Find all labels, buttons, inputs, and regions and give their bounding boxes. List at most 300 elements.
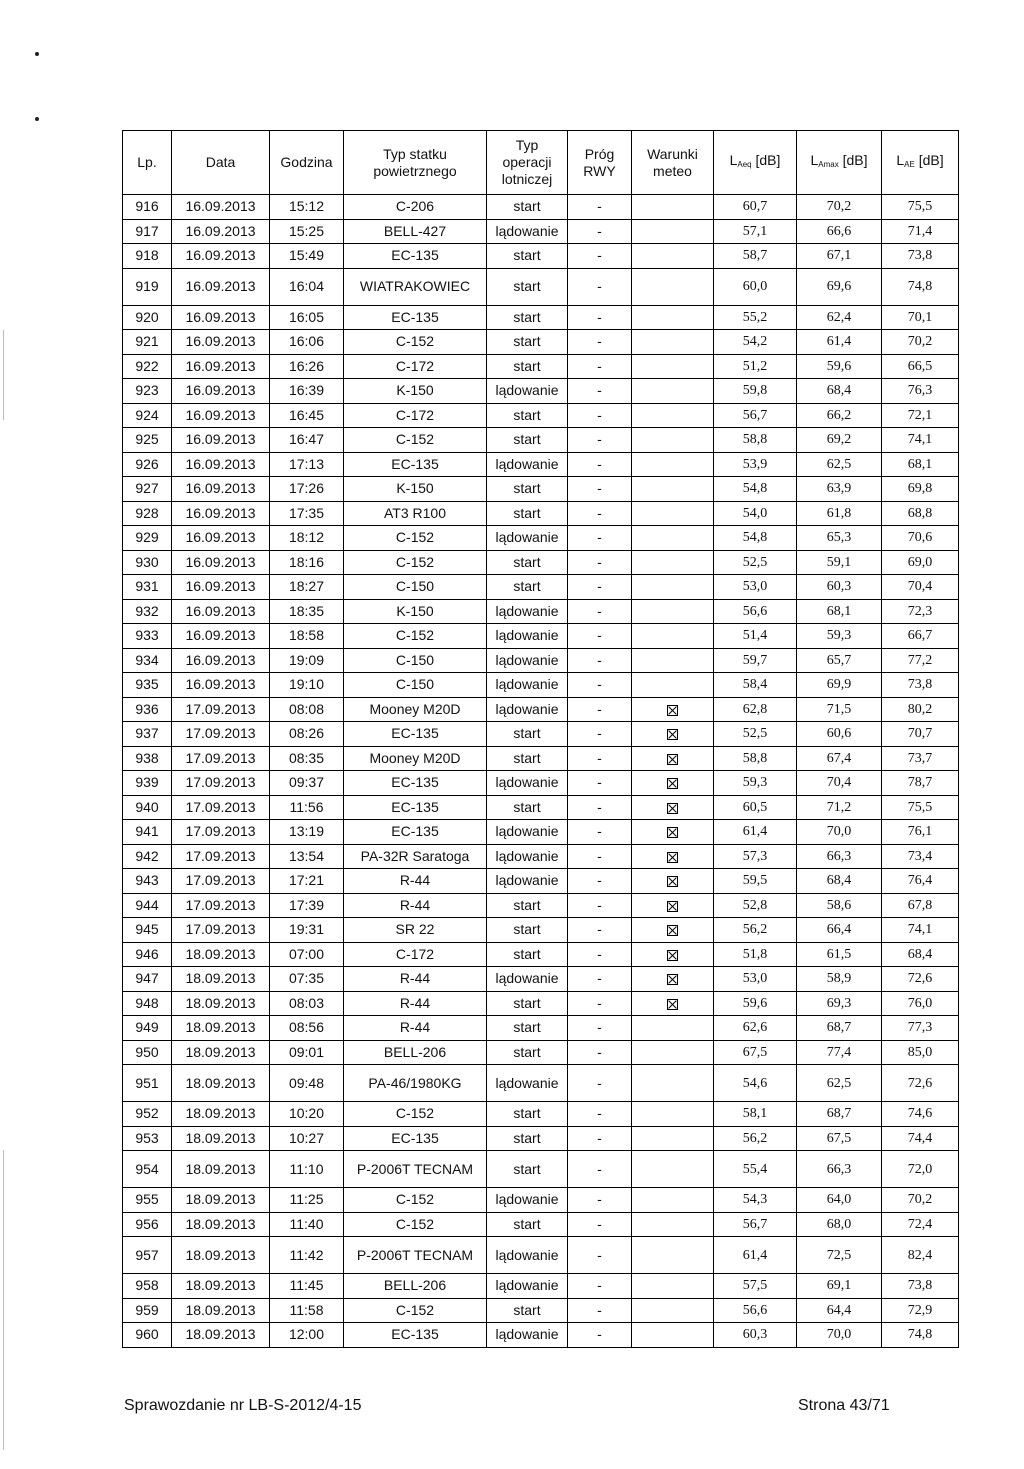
cell-laeq: 53,9: [714, 452, 797, 477]
cell-threshold: -: [568, 219, 632, 244]
table-row: [123, 330, 959, 355]
cell-date: 18.09.2013: [172, 1274, 270, 1299]
cell-time: 11:45: [270, 1274, 344, 1299]
checkbox-x-icon: [667, 827, 678, 838]
cell-threshold: -: [568, 893, 632, 918]
cell-operation: lądowanie: [487, 967, 568, 992]
cell-lae: 74,8: [882, 1323, 959, 1348]
cell-meteo: [632, 1065, 714, 1102]
checkbox-x-icon: [667, 778, 678, 789]
cell-aircraft: EC-135: [344, 1126, 487, 1151]
cell-time: 18:27: [270, 575, 344, 600]
table-row: [123, 195, 959, 220]
cell-meteo: [632, 673, 714, 698]
cell-threshold: -: [568, 1323, 632, 1348]
cell-laeq: 54,3: [714, 1188, 797, 1213]
cell-lp: 943: [123, 869, 172, 894]
table-row: [123, 452, 959, 477]
checkbox-x-icon: [667, 803, 678, 814]
table-row: [123, 1016, 959, 1041]
cell-meteo: [632, 1016, 714, 1041]
cell-aircraft: PA-32R Saratoga: [344, 844, 487, 869]
cell-time: 19:10: [270, 673, 344, 698]
table-row: [123, 1126, 959, 1151]
cell-aircraft: C-150: [344, 673, 487, 698]
cell-lae: 72,6: [882, 967, 959, 992]
cell-time: 15:49: [270, 244, 344, 269]
table-row: [123, 1188, 959, 1213]
cell-meteo: [632, 330, 714, 355]
cell-lp: 928: [123, 501, 172, 526]
cell-meteo: [632, 1102, 714, 1127]
cell-lae: 85,0: [882, 1040, 959, 1065]
cell-operation: start: [487, 305, 568, 330]
cell-threshold: -: [568, 428, 632, 453]
cell-threshold: -: [568, 550, 632, 575]
cell-date: 17.09.2013: [172, 795, 270, 820]
table-row: [123, 1065, 959, 1102]
table-row: [123, 1274, 959, 1299]
cell-aircraft: R-44: [344, 869, 487, 894]
header-godzina: Godzina: [270, 131, 344, 195]
cell-date: 18.09.2013: [172, 1102, 270, 1127]
cell-lamax: 61,5: [797, 942, 882, 967]
cell-lp: 942: [123, 844, 172, 869]
cell-threshold: -: [568, 452, 632, 477]
cell-lp: 958: [123, 1274, 172, 1299]
cell-laeq: 53,0: [714, 575, 797, 600]
cell-lp: 924: [123, 403, 172, 428]
cell-lamax: 58,6: [797, 893, 882, 918]
table-row: [123, 354, 959, 379]
cell-date: 16.09.2013: [172, 550, 270, 575]
cell-operation: lądowanie: [487, 452, 568, 477]
cell-date: 16.09.2013: [172, 526, 270, 551]
table-row: [123, 942, 959, 967]
cell-date: 18.09.2013: [172, 991, 270, 1016]
cell-threshold: -: [568, 268, 632, 305]
margin-line: [3, 330, 4, 420]
table-row: [123, 648, 959, 673]
cell-operation: lądowanie: [487, 844, 568, 869]
cell-laeq: 56,6: [714, 1298, 797, 1323]
cell-lp: 937: [123, 722, 172, 747]
cell-aircraft: C-152: [344, 624, 487, 649]
cell-operation: start: [487, 1298, 568, 1323]
cell-lamax: 68,0: [797, 1212, 882, 1237]
cell-time: 07:35: [270, 967, 344, 992]
cell-threshold: -: [568, 624, 632, 649]
cell-lp: 959: [123, 1298, 172, 1323]
cell-lp: 931: [123, 575, 172, 600]
cell-threshold: -: [568, 869, 632, 894]
cell-time: 11:56: [270, 795, 344, 820]
cell-time: 17:13: [270, 452, 344, 477]
cell-laeq: 59,7: [714, 648, 797, 673]
cell-aircraft: R-44: [344, 893, 487, 918]
cell-aircraft: PA-46/1980KG: [344, 1065, 487, 1102]
header-data: Data: [172, 131, 270, 195]
cell-meteo: [632, 991, 714, 1016]
cell-time: 12:00: [270, 1323, 344, 1348]
cell-meteo: [632, 1126, 714, 1151]
cell-lae: 73,7: [882, 746, 959, 771]
cell-time: 16:26: [270, 354, 344, 379]
cell-meteo: [632, 1274, 714, 1299]
cell-threshold: -: [568, 722, 632, 747]
table-row: [123, 526, 959, 551]
cell-lamax: 60,6: [797, 722, 882, 747]
cell-lp: 918: [123, 244, 172, 269]
checkbox-x-icon: [667, 901, 678, 912]
cell-lamax: 67,5: [797, 1126, 882, 1151]
cell-operation: start: [487, 746, 568, 771]
cell-operation: lądowanie: [487, 820, 568, 845]
cell-lamax: 62,5: [797, 1065, 882, 1102]
cell-laeq: 56,6: [714, 599, 797, 624]
cell-lamax: 69,3: [797, 991, 882, 1016]
cell-threshold: -: [568, 746, 632, 771]
cell-laeq: 58,8: [714, 746, 797, 771]
cell-lamax: 70,0: [797, 1323, 882, 1348]
cell-aircraft: C-206: [344, 195, 487, 220]
cell-aircraft: P-2006T TECNAM: [344, 1237, 487, 1274]
checkbox-x-icon: [667, 876, 678, 887]
cell-date: 18.09.2013: [172, 1237, 270, 1274]
margin-dot: [35, 52, 39, 56]
table-row: [123, 575, 959, 600]
cell-date: 16.09.2013: [172, 673, 270, 698]
table-row: [123, 869, 959, 894]
cell-lamax: 70,0: [797, 820, 882, 845]
cell-lp: 934: [123, 648, 172, 673]
cell-date: 16.09.2013: [172, 195, 270, 220]
cell-time: 16:05: [270, 305, 344, 330]
cell-operation: start: [487, 1040, 568, 1065]
checkbox-x-icon: [667, 754, 678, 765]
cell-laeq: 59,6: [714, 991, 797, 1016]
cell-lp: 949: [123, 1016, 172, 1041]
cell-laeq: 56,7: [714, 403, 797, 428]
cell-aircraft: K-150: [344, 477, 487, 502]
cell-lae: 70,4: [882, 575, 959, 600]
cell-time: 08:08: [270, 697, 344, 722]
cell-meteo: [632, 648, 714, 673]
cell-aircraft: C-152: [344, 428, 487, 453]
report-number: Sprawozdanie nr LB-S-2012/4-15: [124, 1397, 362, 1414]
cell-lae: 82,4: [882, 1237, 959, 1274]
table-row: [123, 844, 959, 869]
cell-lamax: 67,4: [797, 746, 882, 771]
cell-date: 16.09.2013: [172, 403, 270, 428]
cell-operation: start: [487, 575, 568, 600]
cell-meteo: [632, 697, 714, 722]
cell-operation: lądowanie: [487, 379, 568, 404]
cell-operation: lądowanie: [487, 1237, 568, 1274]
cell-operation: start: [487, 330, 568, 355]
cell-lp: 953: [123, 1126, 172, 1151]
cell-meteo: [632, 379, 714, 404]
cell-threshold: -: [568, 330, 632, 355]
cell-meteo: [632, 477, 714, 502]
cell-threshold: -: [568, 1065, 632, 1102]
cell-lp: 952: [123, 1102, 172, 1127]
header-lamax: $L_{Amax}$ [dB]: [797, 131, 882, 195]
cell-lae: 67,8: [882, 893, 959, 918]
cell-lamax: 68,4: [797, 869, 882, 894]
cell-laeq: 58,4: [714, 673, 797, 698]
cell-lamax: 59,1: [797, 550, 882, 575]
cell-lae: 76,3: [882, 379, 959, 404]
cell-operation: start: [487, 1102, 568, 1127]
cell-aircraft: R-44: [344, 1016, 487, 1041]
cell-time: 17:39: [270, 893, 344, 918]
cell-date: 17.09.2013: [172, 746, 270, 771]
cell-operation: start: [487, 795, 568, 820]
cell-lp: 922: [123, 354, 172, 379]
cell-lp: 935: [123, 673, 172, 698]
cell-operation: start: [487, 991, 568, 1016]
cell-meteo: [632, 354, 714, 379]
cell-lp: 957: [123, 1237, 172, 1274]
cell-laeq: 59,5: [714, 869, 797, 894]
cell-meteo: [632, 1237, 714, 1274]
cell-lp: 919: [123, 268, 172, 305]
cell-threshold: -: [568, 575, 632, 600]
cell-date: 18.09.2013: [172, 1040, 270, 1065]
header-prog: Próg RWY: [568, 131, 632, 195]
cell-lae: 76,0: [882, 991, 959, 1016]
cell-operation: lądowanie: [487, 526, 568, 551]
cell-lae: 74,1: [882, 428, 959, 453]
cell-time: 18:16: [270, 550, 344, 575]
cell-lp: 948: [123, 991, 172, 1016]
cell-lae: 72,6: [882, 1065, 959, 1102]
cell-lae: 77,2: [882, 648, 959, 673]
cell-aircraft: EC-135: [344, 305, 487, 330]
cell-date: 16.09.2013: [172, 501, 270, 526]
cell-meteo: [632, 795, 714, 820]
cell-meteo: [632, 722, 714, 747]
cell-lp: 946: [123, 942, 172, 967]
cell-lp: 929: [123, 526, 172, 551]
cell-time: 17:21: [270, 869, 344, 894]
checkbox-x-icon: [667, 974, 678, 985]
cell-laeq: 52,5: [714, 550, 797, 575]
cell-threshold: -: [568, 477, 632, 502]
cell-lp: 925: [123, 428, 172, 453]
cell-laeq: 51,8: [714, 942, 797, 967]
cell-time: 08:26: [270, 722, 344, 747]
cell-operation: start: [487, 354, 568, 379]
cell-lae: 66,7: [882, 624, 959, 649]
cell-date: 18.09.2013: [172, 1126, 270, 1151]
cell-time: 08:03: [270, 991, 344, 1016]
cell-lae: 74,8: [882, 268, 959, 305]
table-row: [123, 967, 959, 992]
cell-date: 16.09.2013: [172, 599, 270, 624]
table-row: [123, 1102, 959, 1127]
cell-laeq: 59,8: [714, 379, 797, 404]
table-row: [123, 673, 959, 698]
cell-threshold: -: [568, 967, 632, 992]
cell-lamax: 68,4: [797, 379, 882, 404]
cell-operation: lądowanie: [487, 599, 568, 624]
cell-aircraft: BELL-206: [344, 1274, 487, 1299]
table-row: [123, 268, 959, 305]
cell-laeq: 59,3: [714, 771, 797, 796]
cell-lp: 932: [123, 599, 172, 624]
cell-aircraft: Mooney M20D: [344, 746, 487, 771]
cell-lp: 944: [123, 893, 172, 918]
header-typ-statku: Typ statku powietrznego: [344, 131, 487, 195]
cell-lamax: 68,7: [797, 1102, 882, 1127]
cell-lae: 73,8: [882, 673, 959, 698]
checkbox-x-icon: [667, 950, 678, 961]
cell-lamax: 71,2: [797, 795, 882, 820]
table-row: [123, 379, 959, 404]
table-row: [123, 550, 959, 575]
cell-lamax: 61,8: [797, 501, 882, 526]
cell-date: 16.09.2013: [172, 354, 270, 379]
cell-lamax: 62,5: [797, 452, 882, 477]
cell-time: 16:06: [270, 330, 344, 355]
cell-aircraft: C-152: [344, 1102, 487, 1127]
cell-lp: 960: [123, 1323, 172, 1348]
cell-laeq: 60,5: [714, 795, 797, 820]
cell-lp: 956: [123, 1212, 172, 1237]
cell-meteo: [632, 1298, 714, 1323]
cell-lp: 950: [123, 1040, 172, 1065]
cell-laeq: 62,6: [714, 1016, 797, 1041]
cell-date: 17.09.2013: [172, 893, 270, 918]
cell-lamax: 69,9: [797, 673, 882, 698]
cell-date: 17.09.2013: [172, 697, 270, 722]
cell-lp: 947: [123, 967, 172, 992]
cell-date: 18.09.2013: [172, 1065, 270, 1102]
cell-lae: 74,4: [882, 1126, 959, 1151]
cell-aircraft: K-150: [344, 599, 487, 624]
cell-aircraft: EC-135: [344, 771, 487, 796]
cell-lamax: 66,6: [797, 219, 882, 244]
cell-time: 09:01: [270, 1040, 344, 1065]
cell-laeq: 62,8: [714, 697, 797, 722]
margin-line: [3, 1150, 4, 1450]
cell-operation: start: [487, 942, 568, 967]
cell-lp: 938: [123, 746, 172, 771]
cell-laeq: 60,3: [714, 1323, 797, 1348]
cell-laeq: 60,0: [714, 268, 797, 305]
cell-lamax: 66,3: [797, 1151, 882, 1188]
cell-operation: start: [487, 893, 568, 918]
cell-meteo: [632, 219, 714, 244]
cell-operation: start: [487, 1016, 568, 1041]
cell-meteo: [632, 967, 714, 992]
cell-operation: lądowanie: [487, 771, 568, 796]
table-row: [123, 219, 959, 244]
table-row: [123, 624, 959, 649]
cell-meteo: [632, 403, 714, 428]
cell-lp: 926: [123, 452, 172, 477]
cell-lp: 916: [123, 195, 172, 220]
cell-lamax: 70,4: [797, 771, 882, 796]
cell-laeq: 56,2: [714, 918, 797, 943]
cell-threshold: -: [568, 648, 632, 673]
cell-lae: 72,9: [882, 1298, 959, 1323]
cell-date: 18.09.2013: [172, 1016, 270, 1041]
cell-lae: 68,4: [882, 942, 959, 967]
table-row: [123, 244, 959, 269]
cell-threshold: -: [568, 1212, 632, 1237]
cell-time: 18:35: [270, 599, 344, 624]
cell-meteo: [632, 746, 714, 771]
cell-meteo: [632, 195, 714, 220]
cell-aircraft: EC-135: [344, 452, 487, 477]
table-row: [123, 918, 959, 943]
cell-meteo: [632, 550, 714, 575]
cell-time: 10:20: [270, 1102, 344, 1127]
cell-threshold: -: [568, 501, 632, 526]
cell-lp: 921: [123, 330, 172, 355]
cell-time: 18:12: [270, 526, 344, 551]
checkbox-x-icon: [667, 852, 678, 863]
cell-date: 16.09.2013: [172, 379, 270, 404]
cell-threshold: -: [568, 1016, 632, 1041]
cell-time: 08:56: [270, 1016, 344, 1041]
cell-threshold: -: [568, 820, 632, 845]
cell-meteo: [632, 428, 714, 453]
cell-time: 18:58: [270, 624, 344, 649]
cell-aircraft: C-152: [344, 330, 487, 355]
cell-date: 16.09.2013: [172, 575, 270, 600]
cell-lp: 945: [123, 918, 172, 943]
cell-operation: start: [487, 268, 568, 305]
cell-date: 17.09.2013: [172, 722, 270, 747]
cell-time: 19:31: [270, 918, 344, 943]
cell-date: 16.09.2013: [172, 219, 270, 244]
cell-lamax: 69,2: [797, 428, 882, 453]
cell-laeq: 54,6: [714, 1065, 797, 1102]
cell-threshold: -: [568, 918, 632, 943]
cell-meteo: [632, 1212, 714, 1237]
cell-operation: start: [487, 722, 568, 747]
cell-aircraft: C-152: [344, 1212, 487, 1237]
cell-meteo: [632, 820, 714, 845]
cell-time: 19:09: [270, 648, 344, 673]
cell-lae: 75,5: [882, 195, 959, 220]
cell-laeq: 56,7: [714, 1212, 797, 1237]
cell-meteo: [632, 1151, 714, 1188]
cell-lae: 66,5: [882, 354, 959, 379]
flight-noise-table: [122, 130, 959, 1348]
table-row: [123, 1237, 959, 1274]
cell-laeq: 57,1: [714, 219, 797, 244]
cell-threshold: -: [568, 1102, 632, 1127]
cell-laeq: 60,7: [714, 195, 797, 220]
cell-aircraft: EC-135: [344, 820, 487, 845]
cell-aircraft: Mooney M20D: [344, 697, 487, 722]
cell-lamax: 59,6: [797, 354, 882, 379]
cell-aircraft: C-150: [344, 575, 487, 600]
cell-date: 18.09.2013: [172, 1188, 270, 1213]
cell-operation: start: [487, 1126, 568, 1151]
cell-lamax: 69,1: [797, 1274, 882, 1299]
table-row: [123, 1323, 959, 1348]
cell-lamax: 59,3: [797, 624, 882, 649]
cell-lamax: 66,4: [797, 918, 882, 943]
cell-lae: 77,3: [882, 1016, 959, 1041]
cell-lae: 68,8: [882, 501, 959, 526]
